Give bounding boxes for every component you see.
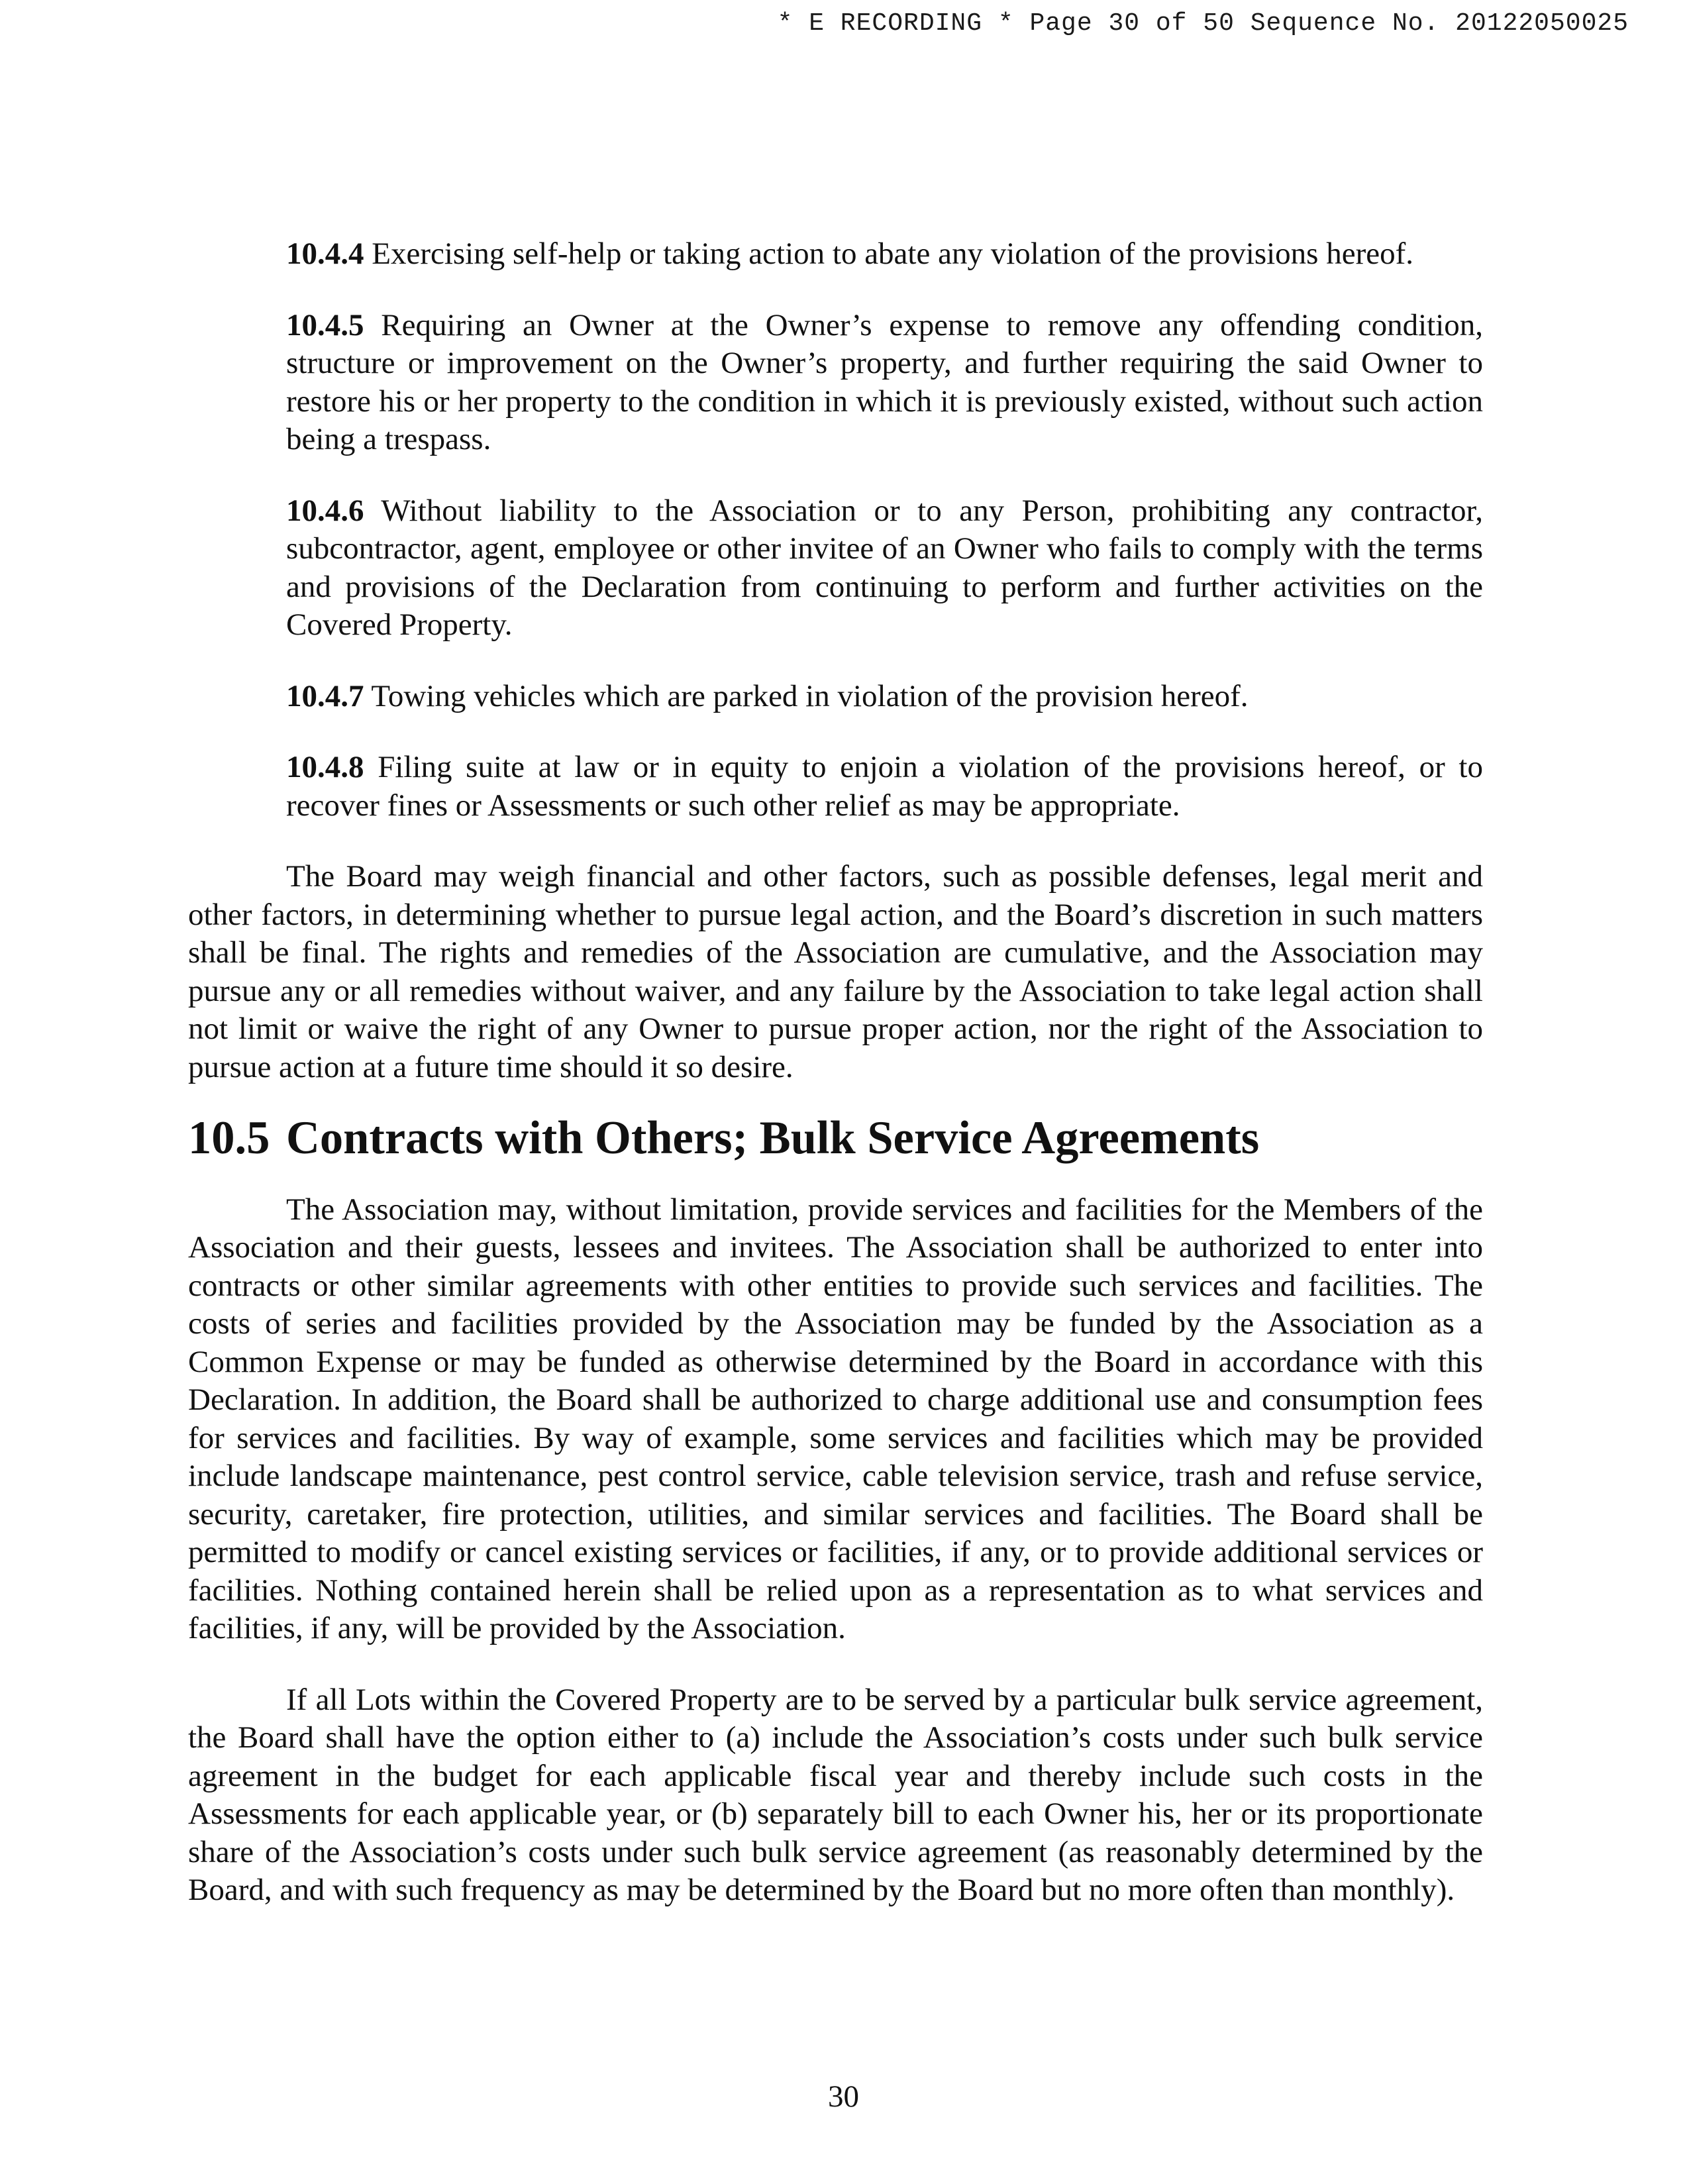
document-body — [188, 235, 1483, 1943]
section-number: 10.5 — [188, 1112, 270, 1164]
subsection-text: Filing suite at law or in equity to enjoin a violation of the provisions hereof, or to recover fines or Assessments or such other relief as may be appropriate. — [286, 750, 1483, 823]
board-discretion-paragraph: The Board may weigh financial and other factors, such as possible defenses, legal merit and other factors, in determining whether to pursue legal action, and the Board’s discretion in such matters shall be final. The rights and remedies of the Association are cumulative, and the Association may pursue any or all remedies without waiver, and any failure by the Association to take legal action shall not limit or waive the right of any Owner to pursue proper action, nor the right of the Association to pursue action at a future time should it so desire. — [188, 859, 1483, 1084]
subsection-10-4-6 — [286, 492, 1483, 645]
recording-stamp: * E RECORDING * Page 30 of 50 Sequence No. 20122050025 — [777, 9, 1629, 38]
subsection-number: 10.4.6 — [286, 493, 364, 528]
section-title: Contracts with Others; Bulk Service Agreements — [286, 1112, 1260, 1164]
subsection-text: Exercising self-help or taking action to abate any violation of the provisions hereof. — [372, 236, 1413, 271]
page-number: 30 — [828, 2079, 859, 2114]
subsection-number: 10.4.5 — [286, 307, 364, 342]
subsection-10-4-7 — [286, 678, 1483, 716]
subsection-10-4-4 — [286, 235, 1483, 274]
section-paragraph: If all Lots within the Covered Property are to be served by a particular bulk service agreement, the Board shall have the option either to (a) include the Association’s costs under such bulk service agreement in the budget for each applicable fiscal year and thereby include such costs in the Assessments for each applicable year, or (b) separately bill to each Owner his, her or its proportionate share of the Association’s costs under such bulk service agreement (as reasonably determined by the Board, and with such frequency as may be determined by the Board but no more often than monthly). — [188, 1682, 1483, 1907]
section-paragraph: The Association may, without limitation, provide services and facilities for the Members of the Association and their guests, lessees and invitees. The Association shall be authorized to enter into contracts or other similar agreements with other entities to provide such services and facilities. The costs of series and facilities provided by the Association may be funded by the Association as a Common Expense or may be funded as otherwise determined by the Board in accordance with this Declaration. In addition, the Board shall be authorized to charge additional use and consumption fees for services and facilities. By way of example, some services and facilities which may be provided include landscape maintenance, pest control service, cable television service, trash and refuse service, security, caretaker, fire protection, utilities, and similar services and facilities. The Board shall be permitted to modify or cancel existing services or facilities, if any, or to provide additional services or facilities. Nothing contained herein shall be relied upon as a representation as to what services and facilities, if any, will be provided by the Association. — [188, 1192, 1483, 1645]
section-heading — [188, 1112, 1483, 1164]
subsection-text: Without liability to the Association or to any Person, prohibiting any contractor, subcontractor, agent, employee or other invitee of an Owner who fails to comply with the terms and provisions of the Declaration from continuing to perform and further activities on the Covered Property. — [286, 493, 1484, 642]
subsection-10-4-5 — [286, 307, 1483, 459]
subsection-10-4-8 — [286, 749, 1483, 825]
subsection-number: 10.4.7 — [286, 678, 364, 713]
subsection-text: Requiring an Owner at the Owner’s expense to remove any offending condition, structure or improvement on the Owner’s property, and further requiring the said Owner to restore his or her property to the condition in which it is previously existed, without such action being a trespass. — [286, 307, 1483, 456]
subsection-text: Towing vehicles which are parked in violation of the provision hereof. — [371, 678, 1249, 713]
subsection-number: 10.4.8 — [286, 750, 364, 784]
subsection-number: 10.4.4 — [286, 236, 364, 271]
